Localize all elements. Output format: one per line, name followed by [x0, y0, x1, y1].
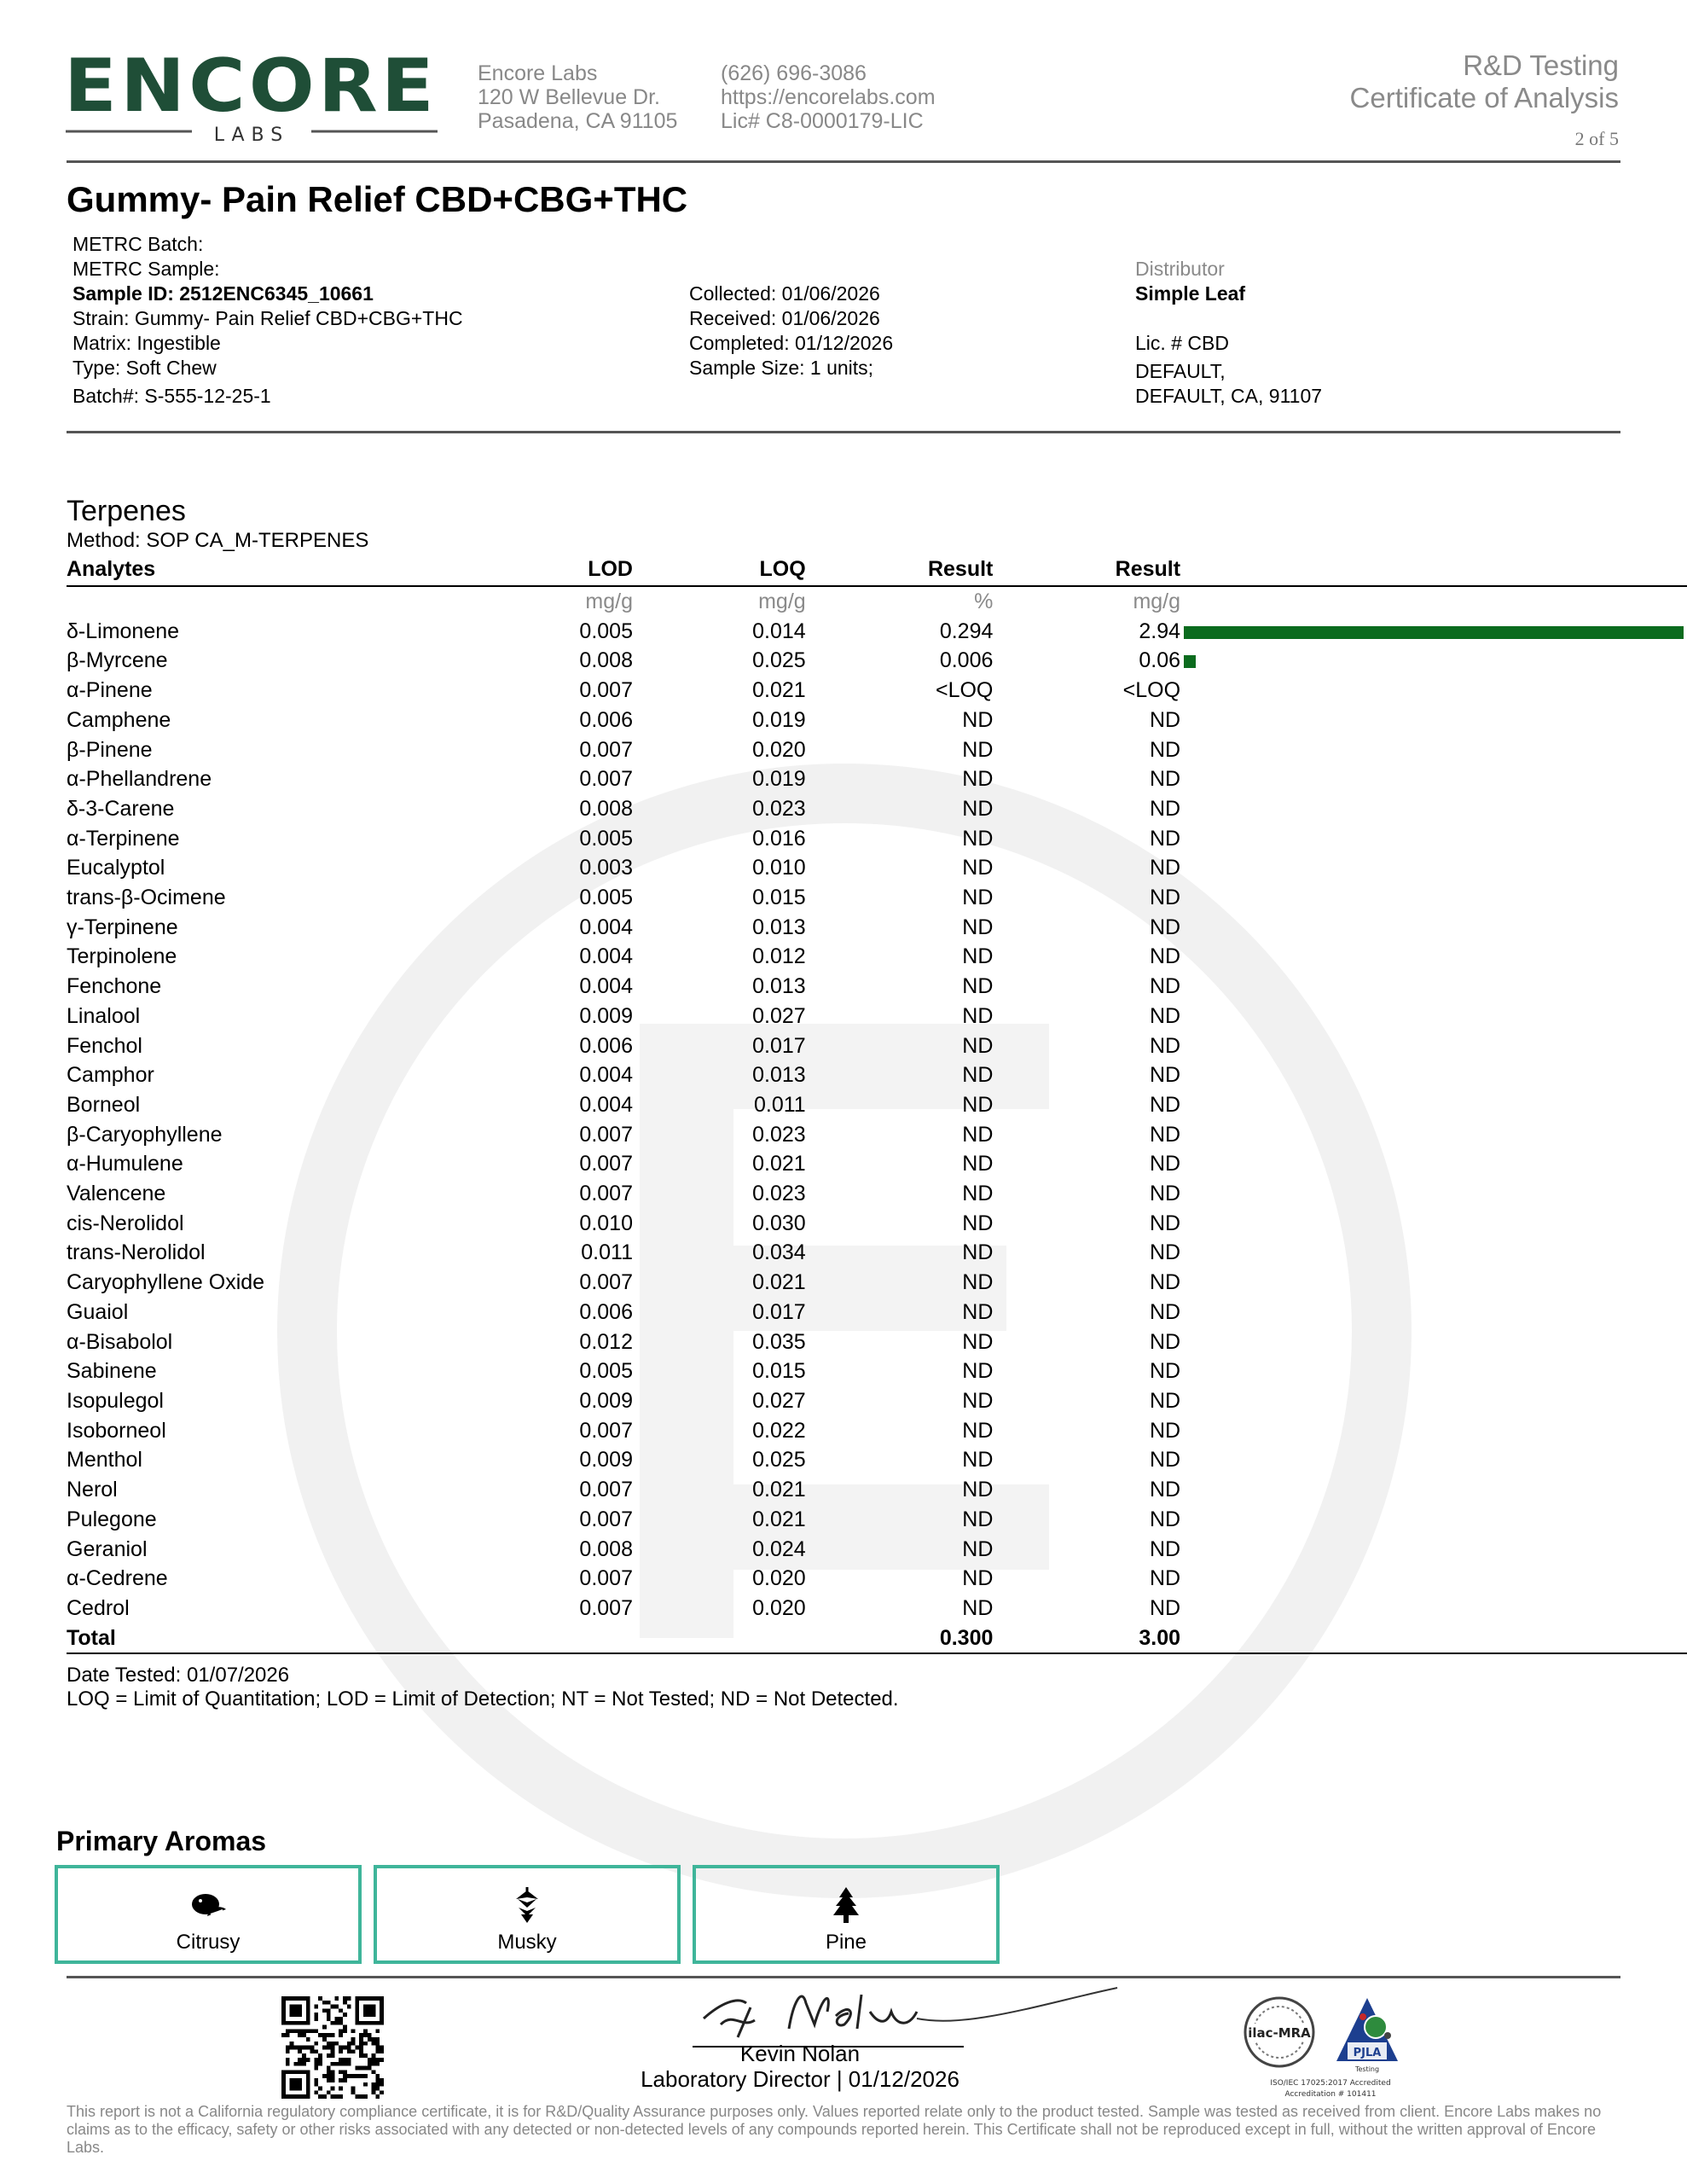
result-pct: ND — [962, 1448, 994, 1472]
unit-loq: mg/g — [758, 590, 806, 613]
lod-value: 0.004 — [579, 974, 633, 999]
table-row — [67, 1120, 1687, 1150]
analyte-name: Fenchone — [67, 974, 162, 999]
lod-value: 0.004 — [579, 915, 633, 939]
result-mg: ND — [1149, 1536, 1181, 1561]
signature — [687, 1978, 1122, 2046]
analyte-name: Sabinene — [67, 1359, 157, 1384]
total-mg: 3.00 — [993, 1623, 1180, 1654]
lod-value: 0.005 — [579, 826, 633, 851]
distributor-license: Lic. # CBD — [1135, 332, 1229, 354]
matrix: Matrix: Ingestible — [72, 332, 221, 354]
result-pct: ND — [962, 1329, 994, 1354]
result-mg: ND — [1149, 1299, 1181, 1324]
loq-value: 0.022 — [752, 1418, 806, 1443]
lab-address-line1: 120 W Bellevue Dr. — [478, 85, 660, 109]
lod-value: 0.007 — [579, 1418, 633, 1443]
loq-value: 0.027 — [752, 1388, 806, 1413]
result-pct: ND — [962, 974, 994, 999]
loq-value: 0.025 — [752, 648, 806, 673]
unit-lod: mg/g — [585, 590, 633, 613]
loq-value: 0.021 — [752, 1507, 806, 1531]
pjla-logo: PJLA — [1353, 2047, 1382, 2059]
strain: Strain: Gummy- Pain Relief CBD+CBG+THC — [72, 307, 463, 329]
result-pct: 0.294 — [939, 619, 994, 643]
result-pct: ND — [962, 1388, 994, 1413]
result-mg: ND — [1149, 915, 1181, 939]
analyte-name: Terpinolene — [67, 944, 177, 969]
aroma-label: Citrusy — [176, 1931, 241, 1954]
table-row — [67, 1356, 1687, 1386]
aromas-title: Primary Aromas — [56, 1826, 267, 1856]
pine-tree-icon — [826, 1885, 866, 1925]
lod-value: 0.009 — [579, 1448, 633, 1472]
result-mg: ND — [1149, 767, 1181, 792]
sample-info-block — [72, 232, 463, 409]
table-row — [67, 972, 1687, 1002]
analyte-name: β-Myrcene — [67, 648, 168, 673]
method: Method: SOP CA_M-TERPENES — [67, 529, 369, 552]
unit-result-mg: mg/g — [1133, 590, 1181, 613]
result-pct: ND — [962, 1211, 994, 1235]
lab-address-line2: Pasadena, CA 91105 — [478, 109, 678, 133]
loq-value: 0.023 — [752, 1122, 806, 1147]
aroma-label: Pine — [825, 1931, 867, 1954]
result-mg: ND — [1149, 944, 1181, 969]
result-pct: ND — [962, 826, 994, 851]
ilac-mra-logo: ilac-MRA — [1248, 2025, 1311, 2041]
lab-address-block — [478, 61, 677, 133]
lod-value: 0.007 — [579, 1122, 633, 1147]
table-row — [67, 1386, 1687, 1416]
analyte-name: Fenchol — [67, 1033, 142, 1058]
loq-value: 0.017 — [752, 1033, 806, 1058]
table-row — [67, 1298, 1687, 1327]
loq-value: 0.020 — [752, 737, 806, 762]
result-mg: ND — [1149, 1152, 1181, 1176]
table-row — [67, 1209, 1687, 1239]
result-pct: ND — [962, 1122, 994, 1147]
result-bar — [1184, 655, 1196, 668]
table-row — [67, 1090, 1687, 1120]
loq-value: 0.025 — [752, 1448, 806, 1472]
analyte-name: α-Humulene — [67, 1152, 183, 1176]
loq-value: 0.012 — [752, 944, 806, 969]
table-row — [67, 913, 1687, 943]
lod-value: 0.007 — [579, 1270, 633, 1295]
result-mg: ND — [1149, 1270, 1181, 1295]
result-pct: ND — [962, 1240, 994, 1265]
lod-value: 0.008 — [579, 796, 633, 821]
lod-value: 0.007 — [579, 678, 633, 703]
lod-value: 0.010 — [579, 1211, 633, 1235]
header-result-pct: Result — [806, 553, 994, 586]
analyte-name: Guaiol — [67, 1299, 129, 1324]
result-mg: ND — [1149, 1092, 1181, 1117]
result-pct: ND — [962, 737, 994, 762]
lab-phone: (626) 696-3086 — [721, 61, 867, 85]
accreditation-logos — [1241, 1991, 1420, 2102]
analyte-name: Menthol — [67, 1448, 142, 1472]
header-result-mg: Result — [993, 553, 1180, 586]
type: Type: Soft Chew — [72, 357, 217, 379]
cert-line2: Certificate of Analysis — [1349, 82, 1619, 113]
table-row — [67, 883, 1687, 913]
lod-value: 0.003 — [579, 856, 633, 880]
encore-labs-logo — [64, 44, 439, 145]
loq-value: 0.021 — [752, 1270, 806, 1295]
table-row — [67, 1002, 1687, 1031]
table-row — [67, 1475, 1687, 1505]
loq-value: 0.030 — [752, 1211, 806, 1235]
lab-name: Encore Labs — [478, 61, 598, 85]
table-row — [67, 1149, 1687, 1179]
analyte-name: Eucalyptol — [67, 856, 165, 880]
table-row — [67, 1416, 1687, 1446]
header-divider — [67, 160, 1620, 163]
lod-value: 0.007 — [579, 1478, 633, 1502]
lab-contact-block — [721, 61, 936, 133]
result-mg: ND — [1149, 1595, 1181, 1620]
section-title: Terpenes — [67, 495, 186, 527]
result-mg: ND — [1149, 1329, 1181, 1354]
result-mg: ND — [1149, 1122, 1181, 1147]
analyte-name: Isopulegol — [67, 1388, 164, 1413]
result-mg: <LOQ — [1122, 678, 1181, 703]
table-row — [67, 676, 1687, 706]
qr-code[interactable] — [281, 1996, 384, 2099]
sample-size: Sample Size: 1 units; — [689, 357, 874, 379]
hops-icon — [507, 1885, 547, 1925]
lod-value: 0.004 — [579, 944, 633, 969]
lab-website[interactable]: https://encorelabs.com — [721, 85, 936, 109]
result-mg: ND — [1149, 707, 1181, 732]
analyte-name: α-Terpinene — [67, 826, 180, 851]
abbreviation-legend: LOQ = Limit of Quantitation; LOD = Limit of Detection; NT = Not Tested; ND = Not Detected. — [67, 1687, 899, 1711]
analyte-name: Borneol — [67, 1092, 141, 1117]
result-mg: ND — [1149, 1507, 1181, 1531]
distributor-block — [1135, 257, 1322, 409]
distributor-address2: DEFAULT, CA, 91107 — [1135, 385, 1323, 407]
analyte-name: trans-β-Ocimene — [67, 886, 226, 910]
loq-value: 0.013 — [752, 915, 806, 939]
result-pct: ND — [962, 1299, 994, 1324]
loq-value: 0.035 — [752, 1329, 806, 1354]
lod-value: 0.007 — [579, 1566, 633, 1591]
lod-value: 0.007 — [579, 1595, 633, 1620]
loq-value: 0.013 — [752, 1063, 806, 1088]
result-mg: ND — [1149, 974, 1181, 999]
lod-value: 0.007 — [579, 1182, 633, 1206]
header-analytes: Analytes — [67, 553, 490, 586]
table-row — [67, 853, 1687, 883]
result-pct: ND — [962, 1536, 994, 1561]
aroma-card-musky — [374, 1865, 681, 1964]
lod-value: 0.006 — [579, 1033, 633, 1058]
signer-title: Laboratory Director | 01/12/2026 — [641, 2066, 959, 2092]
analyte-name: Camphene — [67, 707, 171, 732]
result-mg: ND — [1149, 1182, 1181, 1206]
analyte-name: α-Bisabolol — [67, 1329, 173, 1354]
analyte-name: δ-Limonene — [67, 619, 180, 643]
lod-value: 0.004 — [579, 1092, 633, 1117]
signer-name: Kevin Nolan — [739, 2041, 861, 2066]
result-mg: ND — [1149, 1359, 1181, 1384]
result-mg: ND — [1149, 1211, 1181, 1235]
table-row — [67, 1238, 1687, 1268]
result-pct: ND — [962, 915, 994, 939]
result-mg: 0.06 — [1139, 648, 1181, 673]
result-mg: ND — [1149, 886, 1181, 910]
lod-value: 0.007 — [579, 1507, 633, 1531]
result-pct: ND — [962, 707, 994, 732]
aroma-card-citrusy — [55, 1865, 362, 1964]
lod-value: 0.005 — [579, 619, 633, 643]
table-row — [67, 735, 1687, 765]
loq-value: 0.015 — [752, 1359, 806, 1384]
distributor-address1: DEFAULT, — [1135, 360, 1226, 382]
sample-id: Sample ID: 2512ENC6345_10661 — [72, 282, 374, 305]
loq-value: 0.020 — [752, 1595, 806, 1620]
metrc-batch: METRC Batch: — [72, 233, 204, 255]
received-date: Received: 01/06/2026 — [689, 307, 880, 329]
analyte-name: Isoborneol — [67, 1418, 166, 1443]
result-pct: ND — [962, 886, 994, 910]
table-row — [67, 764, 1687, 794]
metrc-sample: METRC Sample: — [72, 258, 220, 280]
table-row — [67, 1327, 1687, 1357]
lod-value: 0.012 — [579, 1329, 633, 1354]
table-row — [67, 1445, 1687, 1475]
lod-value: 0.007 — [579, 737, 633, 762]
lod-value: 0.008 — [579, 648, 633, 673]
loq-value: 0.017 — [752, 1299, 806, 1324]
page-number: 2 of 5 — [1574, 128, 1619, 149]
lab-license: Lic# C8-0000179-LIC — [721, 109, 924, 133]
analyte-name: β-Pinene — [67, 737, 153, 762]
terpenes-table — [67, 553, 1687, 1654]
lod-value: 0.011 — [581, 1240, 633, 1265]
result-pct: ND — [962, 1507, 994, 1531]
analyte-name: Linalool — [67, 1003, 141, 1028]
analyte-name: β-Caryophyllene — [67, 1122, 223, 1147]
table-row — [67, 942, 1687, 972]
lod-value: 0.005 — [579, 886, 633, 910]
header-lod: LOD — [490, 553, 633, 586]
result-pct: ND — [962, 1478, 994, 1502]
table-row — [67, 1268, 1687, 1298]
result-mg: ND — [1149, 856, 1181, 880]
table-row — [67, 1031, 1687, 1061]
distributor-label: Distributor — [1135, 258, 1225, 280]
citrus-icon — [188, 1885, 228, 1925]
result-mg: ND — [1149, 1566, 1181, 1591]
loq-value: 0.021 — [752, 678, 806, 703]
loq-value: 0.019 — [752, 767, 806, 792]
analyte-name: Caryophyllene Oxide — [67, 1270, 265, 1295]
loq-value: 0.014 — [752, 619, 806, 643]
result-pct: ND — [962, 1418, 994, 1443]
table-header-row — [67, 553, 1687, 586]
analyte-name: α-Pinene — [67, 678, 153, 703]
result-pct: ND — [962, 1270, 994, 1295]
loq-value: 0.023 — [752, 796, 806, 821]
date-tested: Date Tested: 01/07/2026 — [67, 1664, 290, 1687]
lod-value: 0.007 — [579, 767, 633, 792]
distributor-name: Simple Leaf — [1135, 282, 1246, 305]
disclaimer: This report is not a California regulatory compliance certificate, it is for R&D/Quality Assurance purposes only. Values reported relate only to the product tested. Sample was tested as received from client. Encore Labs makes no claims as to the efficacy, safety or other risks associated with any detected or non-detected levels of any compounds reported herein. This Certificate shall not be reproduced except in full, without the written approval of Encore Labs. — [67, 2103, 1602, 2156]
result-pct: ND — [962, 1152, 994, 1176]
lod-value: 0.008 — [579, 1536, 633, 1561]
loq-value: 0.019 — [752, 707, 806, 732]
signer-block — [633, 2041, 967, 2092]
analyte-name: Valencene — [67, 1182, 166, 1206]
result-mg: ND — [1149, 1418, 1181, 1443]
table-row — [67, 617, 1687, 647]
analyte-name: trans-Nerolidol — [67, 1240, 206, 1265]
table-row — [67, 1535, 1687, 1565]
result-mg: ND — [1149, 1388, 1181, 1413]
loq-value: 0.023 — [752, 1182, 806, 1206]
result-pct: ND — [962, 1359, 994, 1384]
accreditation-number: Accreditation # 101411 — [1284, 2090, 1377, 2099]
loq-value: 0.021 — [752, 1478, 806, 1502]
result-mg: ND — [1149, 1003, 1181, 1028]
result-pct: ND — [962, 856, 994, 880]
analyte-name: δ-3-Carene — [67, 796, 175, 821]
table-row — [67, 1564, 1687, 1594]
result-pct: ND — [962, 1595, 994, 1620]
result-pct: ND — [962, 1566, 994, 1591]
analyte-name: cis-Nerolidol — [67, 1211, 184, 1235]
result-pct: ND — [962, 1033, 994, 1058]
result-mg: ND — [1149, 1448, 1181, 1472]
certificate-title — [1350, 49, 1619, 114]
analyte-name: Camphor — [67, 1063, 154, 1088]
table-row — [67, 1179, 1687, 1209]
loq-value: 0.010 — [752, 856, 806, 880]
table-row — [67, 824, 1687, 854]
table-row — [67, 706, 1687, 735]
analyte-name: γ-Terpinene — [67, 915, 178, 939]
total-row — [67, 1623, 1687, 1654]
analyte-name: α-Cedrene — [67, 1566, 168, 1591]
header-loq: LOQ — [633, 553, 806, 586]
result-pct: ND — [962, 1003, 994, 1028]
result-mg: ND — [1149, 1478, 1181, 1502]
result-mg: ND — [1149, 737, 1181, 762]
loq-value: 0.016 — [752, 826, 806, 851]
lod-value: 0.007 — [579, 1152, 633, 1176]
result-mg: ND — [1149, 1033, 1181, 1058]
result-pct: ND — [962, 1063, 994, 1088]
batch-number: Batch#: S-555-12-25-1 — [72, 385, 271, 407]
analyte-name: Pulegone — [67, 1507, 157, 1531]
cert-line1: R&D Testing — [1463, 49, 1619, 81]
loq-value: 0.024 — [752, 1536, 806, 1561]
loq-value: 0.034 — [752, 1240, 806, 1265]
lod-value: 0.004 — [579, 1063, 633, 1088]
analyte-name: Geraniol — [67, 1536, 148, 1561]
loq-value: 0.020 — [752, 1566, 806, 1591]
loq-value: 0.027 — [752, 1003, 806, 1028]
loq-value: 0.021 — [752, 1152, 806, 1176]
result-pct: ND — [962, 1182, 994, 1206]
table-row — [67, 1594, 1687, 1623]
dates-block — [689, 282, 893, 380]
table-row — [67, 794, 1687, 824]
loq-value: 0.015 — [752, 886, 806, 910]
lod-value: 0.009 — [579, 1388, 633, 1413]
analyte-name: α-Phellandrene — [67, 767, 212, 792]
total-label: Total — [67, 1623, 490, 1654]
result-pct: ND — [962, 1092, 994, 1117]
result-pct: ND — [962, 944, 994, 969]
completed-date: Completed: 01/12/2026 — [689, 332, 894, 354]
total-pct: 0.300 — [806, 1623, 994, 1654]
result-mg: 2.94 — [1139, 619, 1181, 643]
logo-sub: LABS — [213, 125, 290, 145]
result-pct: 0.006 — [939, 648, 994, 673]
aroma-label: Musky — [497, 1931, 557, 1954]
table-row — [67, 1060, 1687, 1090]
aroma-card-pine — [693, 1865, 1000, 1964]
table-row — [67, 1505, 1687, 1535]
units-row — [67, 586, 1687, 617]
analyte-name: Nerol — [67, 1478, 118, 1502]
lod-value: 0.006 — [579, 707, 633, 732]
loq-value: 0.011 — [753, 1092, 806, 1117]
result-pct: <LOQ — [935, 678, 994, 703]
collected-date: Collected: 01/06/2026 — [689, 282, 880, 305]
logo-word: ENCORE — [64, 44, 438, 129]
result-mg: ND — [1149, 796, 1181, 821]
unit-result-pct: % — [974, 590, 994, 613]
analyte-name: Cedrol — [67, 1595, 130, 1620]
result-pct: ND — [962, 796, 994, 821]
result-mg: ND — [1149, 1063, 1181, 1088]
pjla-sub: Testing — [1354, 2065, 1380, 2073]
result-mg: ND — [1149, 1240, 1181, 1265]
lod-value: 0.006 — [579, 1299, 633, 1324]
product-title: Gummy- Pain Relief CBD+CBG+THC — [67, 179, 688, 219]
lod-value: 0.005 — [579, 1359, 633, 1384]
result-mg: ND — [1149, 826, 1181, 851]
result-pct: ND — [962, 767, 994, 792]
info-divider — [67, 431, 1620, 433]
result-bar — [1184, 626, 1684, 639]
lod-value: 0.009 — [579, 1003, 633, 1028]
iso-accreditation: ISO/IEC 17025:2017 Accredited — [1270, 2079, 1391, 2088]
table-row — [67, 646, 1687, 676]
loq-value: 0.013 — [752, 974, 806, 999]
